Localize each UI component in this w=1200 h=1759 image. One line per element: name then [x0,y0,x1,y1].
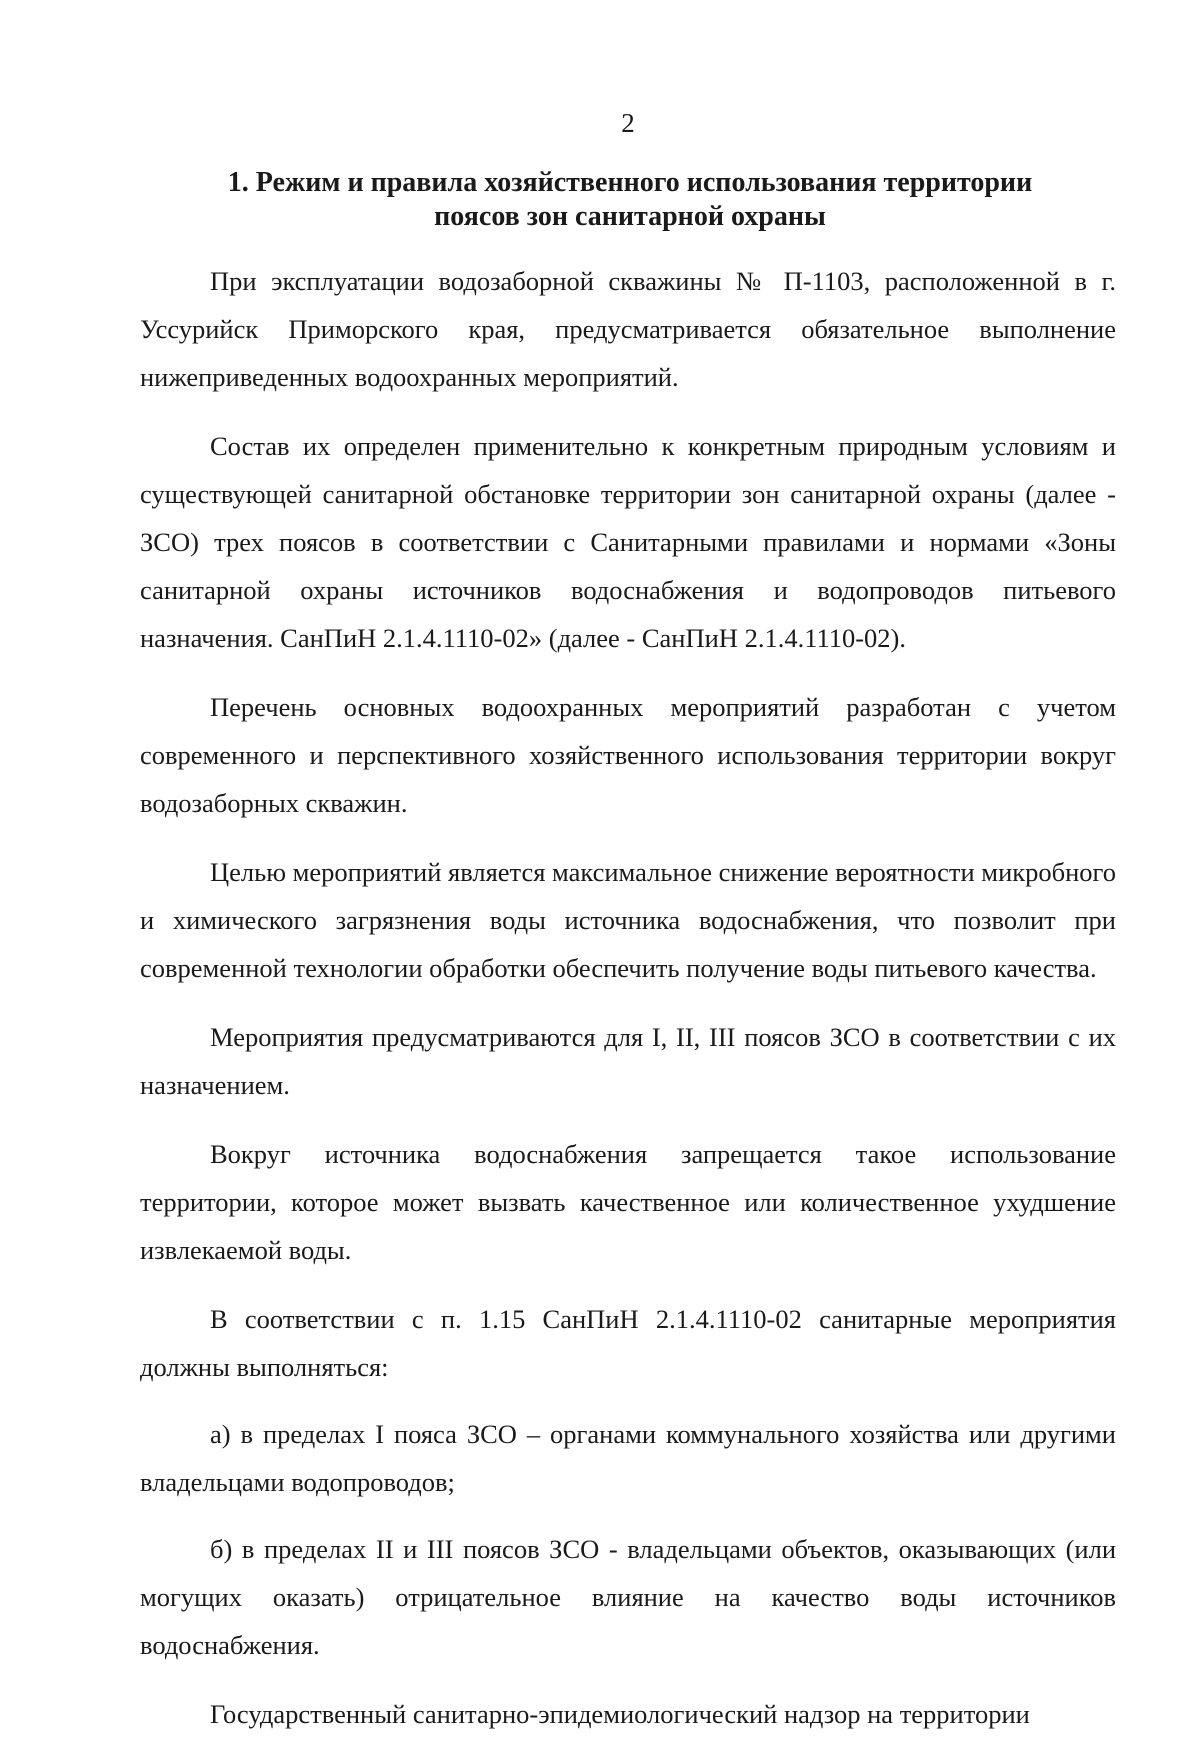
section-heading-line-1: 1. Режим и правила хозяйственного использования территории [227,167,1033,198]
document-body [140,257,1116,1759]
paragraph: В соответствии с п. 1.15 СанПиН 2.1.4.1110-02 санитарные мероприятия должны выполняться: [140,1304,1116,1382]
paragraph: Состав их определен применительно к конкретным природным условиям и существующей санитарной обстановке территории зон санитарной охраны (далее - ЗСО) трех поясов в соответствии с Санитарными правилами и нормами «Зоны санитарной охраны источников водоснабжения и водопроводов питьевого назначения. СанПиН 2.1.4.1110-02» (далее - СанПиН 2.1.4.1110-02). [140,431,1116,653]
paragraph: Мероприятия предусматриваются для I, II, III поясов ЗСО в соответствии с их назначением. [140,1022,1116,1100]
paragraph: а) в пределах I пояса ЗСО – органами коммунального хозяйства или другими владельцами водопроводов; [140,1419,1116,1497]
paragraph: Целью мероприятий является максимальное снижение вероятности микробного и химического загрязнения воды источника водоснабжения, что позволит при современной технологии обработки обеспечить получение воды питьевого качества. [140,857,1117,983]
paragraph: При эксплуатации водозаборной скважины № П-1103, расположенной в г. Уссурийск Приморского края, предусматривается обязательное выполнение нижеприведенных водоохранных мероприятий. [140,266,1116,392]
section-heading [140,166,1120,234]
page-number: 2 [621,108,635,138]
section-heading-line-2: поясов зон санитарной охраны [434,201,826,232]
paragraph: Государственный санитарно-эпидемиологический надзор на территории [210,1699,1030,1729]
paragraph: Вокруг источника водоснабжения запрещается такое использование территории, которое может вызвать качественное или количественное ухудшение извлекаемой воды. [140,1139,1116,1265]
paragraph: Перечень основных водоохранных мероприятий разработан с учетом современного и перспективного хозяйственного использования территории вокруг водозаборных скважин. [140,692,1116,818]
paragraph: б) в пределах II и III поясов ЗСО - владельцами объектов, оказывающих (или могущих оказать) отрицательное влияние на качество воды источников водоснабжения. [140,1534,1116,1660]
